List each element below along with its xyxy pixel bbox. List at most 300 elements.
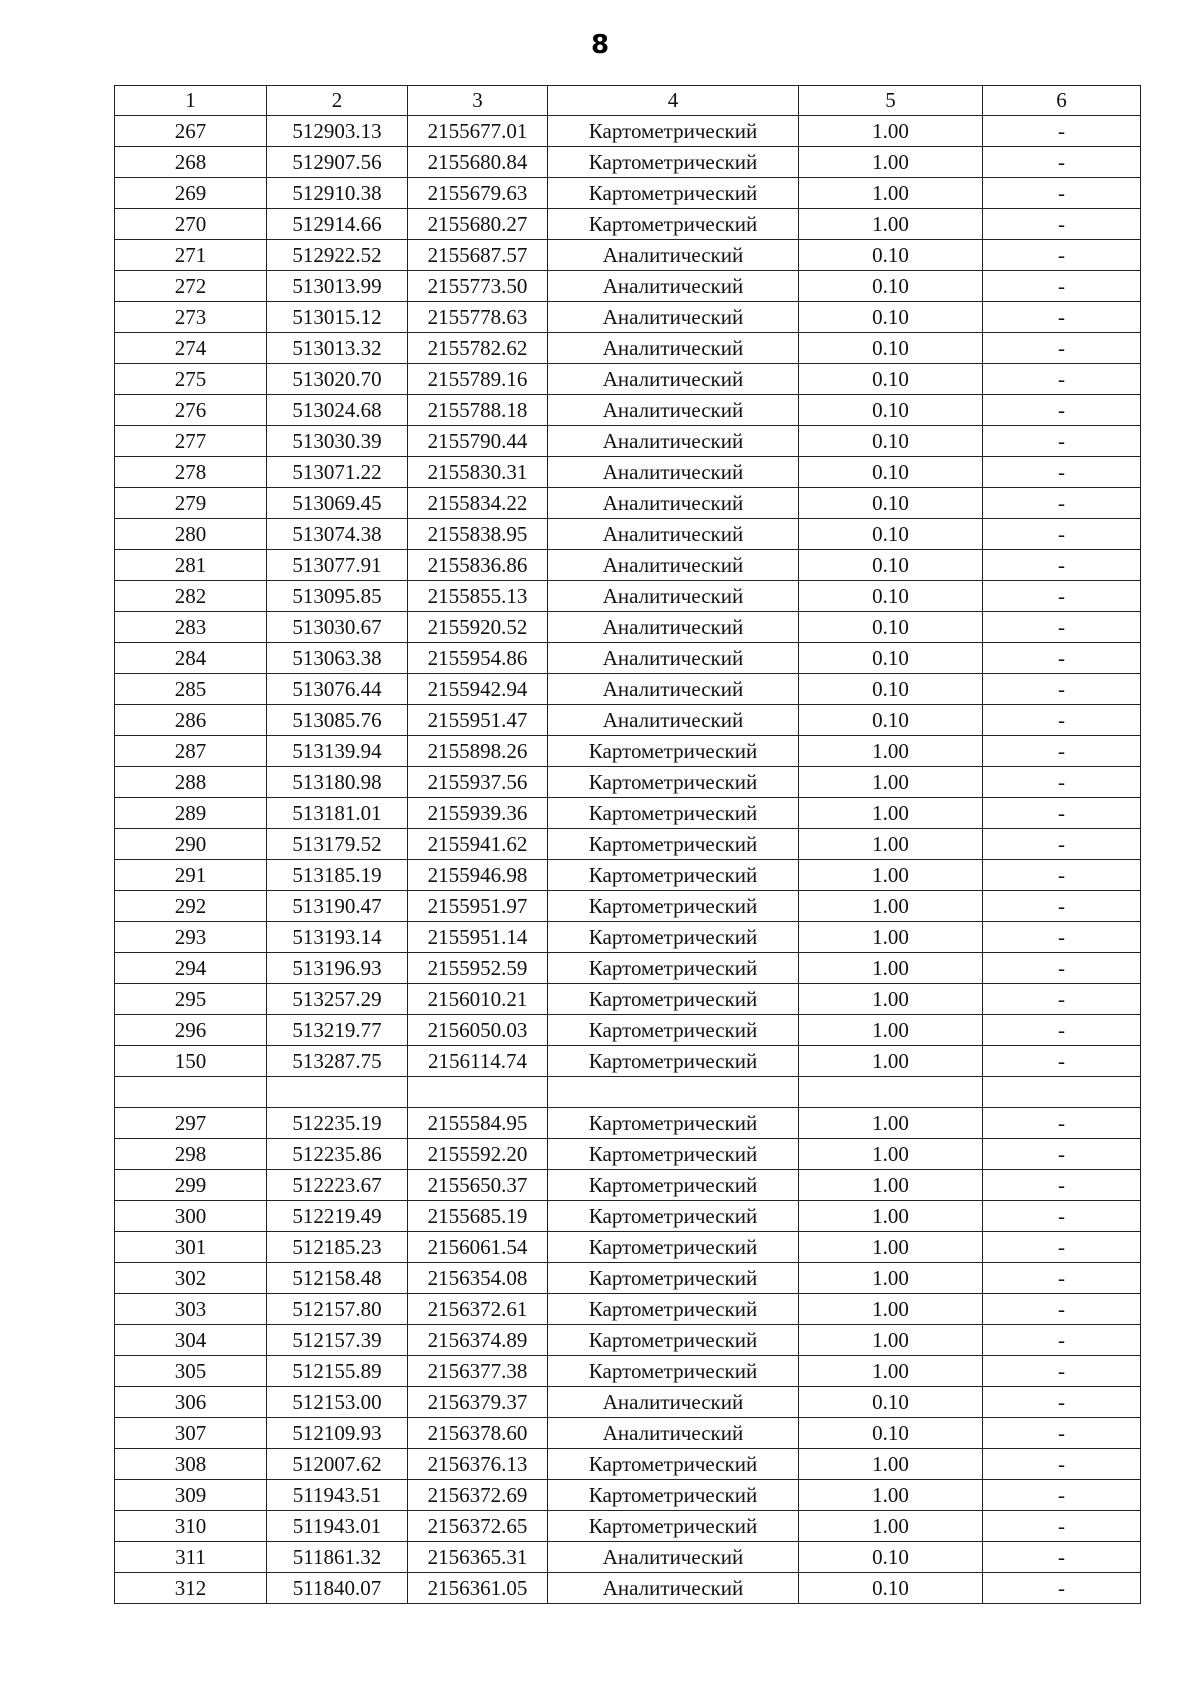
table-cell: Картометрический <box>548 1232 799 1263</box>
table-cell: 512910.38 <box>267 178 408 209</box>
table-cell: 283 <box>115 612 267 643</box>
table-row <box>115 705 1141 736</box>
table-cell: 0.10 <box>799 581 983 612</box>
table-cell: - <box>983 1325 1141 1356</box>
table-cell: 2156114.74 <box>408 1046 548 1077</box>
table-cell: 311 <box>115 1542 267 1573</box>
table-cell: - <box>983 891 1141 922</box>
table-cell: 2155782.62 <box>408 333 548 364</box>
table-cell: Аналитический <box>548 240 799 271</box>
table-cell: 2155592.20 <box>408 1139 548 1170</box>
table-cell: 2155680.27 <box>408 209 548 240</box>
table-cell: Картометрический <box>548 147 799 178</box>
table-cell: 513185.19 <box>267 860 408 891</box>
table-cell: 1.00 <box>799 178 983 209</box>
table-row <box>115 1201 1141 1232</box>
table-cell: 513181.01 <box>267 798 408 829</box>
table-cell: 2156378.60 <box>408 1418 548 1449</box>
table-cell: 513179.52 <box>267 829 408 860</box>
table-cell: - <box>983 1232 1141 1263</box>
header-cell: 1 <box>115 86 267 116</box>
table-row <box>115 860 1141 891</box>
table-cell: Картометрический <box>548 891 799 922</box>
table-cell: 271 <box>115 240 267 271</box>
table-cell: 1.00 <box>799 1480 983 1511</box>
table-header-row <box>115 86 1141 116</box>
table-row <box>115 116 1141 147</box>
table-cell: Аналитический <box>548 581 799 612</box>
table-row <box>115 1170 1141 1201</box>
table-cell: 309 <box>115 1480 267 1511</box>
table-row <box>115 1542 1141 1573</box>
table-cell: 2155946.98 <box>408 860 548 891</box>
table-cell: 513063.38 <box>267 643 408 674</box>
table-cell: 2156376.13 <box>408 1449 548 1480</box>
table-row <box>115 271 1141 302</box>
table-cell: 512153.00 <box>267 1387 408 1418</box>
table-cell: 511943.01 <box>267 1511 408 1542</box>
table-cell: Аналитический <box>548 1418 799 1449</box>
table-cell: 288 <box>115 767 267 798</box>
table-row <box>115 1077 1141 1108</box>
table-row <box>115 1015 1141 1046</box>
table-cell: - <box>983 1139 1141 1170</box>
table-cell: 1.00 <box>799 116 983 147</box>
table-cell: - <box>983 178 1141 209</box>
table-cell: - <box>983 829 1141 860</box>
table-cell: - <box>983 519 1141 550</box>
table-cell: 2155939.36 <box>408 798 548 829</box>
table-cell: 1.00 <box>799 736 983 767</box>
table-cell: Аналитический <box>548 457 799 488</box>
table-cell: Картометрический <box>548 1139 799 1170</box>
table-cell: 1.00 <box>799 829 983 860</box>
table-cell: 2156377.38 <box>408 1356 548 1387</box>
table-cell: 513196.93 <box>267 953 408 984</box>
table-cell: Аналитический <box>548 395 799 426</box>
table-cell: 513024.68 <box>267 395 408 426</box>
table-cell: 1.00 <box>799 1356 983 1387</box>
table-row <box>115 426 1141 457</box>
table-cell: 303 <box>115 1294 267 1325</box>
table-cell: 513219.77 <box>267 1015 408 1046</box>
table-cell: 306 <box>115 1387 267 1418</box>
table-cell: Аналитический <box>548 1573 799 1604</box>
table-cell: 1.00 <box>799 1139 983 1170</box>
table-cell: 512158.48 <box>267 1263 408 1294</box>
table-cell: - <box>983 426 1141 457</box>
table-cell: 276 <box>115 395 267 426</box>
table-cell: - <box>983 674 1141 705</box>
table-cell: Аналитический <box>548 1387 799 1418</box>
table-row <box>115 953 1141 984</box>
table-cell: 0.10 <box>799 457 983 488</box>
table-cell: 304 <box>115 1325 267 1356</box>
table-cell: 1.00 <box>799 1170 983 1201</box>
header-cell: 4 <box>548 86 799 116</box>
table-cell: 300 <box>115 1201 267 1232</box>
table-cell: 308 <box>115 1449 267 1480</box>
table-cell: - <box>983 1511 1141 1542</box>
table-cell: 513030.39 <box>267 426 408 457</box>
table-cell: Картометрический <box>548 1170 799 1201</box>
table-cell: 2156061.54 <box>408 1232 548 1263</box>
table-cell: 1.00 <box>799 1449 983 1480</box>
table-row <box>115 240 1141 271</box>
table-cell: - <box>983 1542 1141 1573</box>
table-cell: 301 <box>115 1232 267 1263</box>
table-cell: 2155941.62 <box>408 829 548 860</box>
table-row <box>115 1449 1141 1480</box>
table-cell: 2155920.52 <box>408 612 548 643</box>
table-row <box>115 488 1141 519</box>
table-cell: 2156365.31 <box>408 1542 548 1573</box>
table-cell: 2155942.94 <box>408 674 548 705</box>
table-cell: - <box>983 798 1141 829</box>
table-cell: 512223.67 <box>267 1170 408 1201</box>
table-cell <box>548 1077 799 1108</box>
table-cell: - <box>983 612 1141 643</box>
table-cell: 2155836.86 <box>408 550 548 581</box>
table-cell: 513069.45 <box>267 488 408 519</box>
table-cell: - <box>983 1449 1141 1480</box>
table-row <box>115 922 1141 953</box>
table-row <box>115 1573 1141 1604</box>
table-row <box>115 333 1141 364</box>
table-cell: 2156050.03 <box>408 1015 548 1046</box>
table-cell: 2155830.31 <box>408 457 548 488</box>
table-cell: 0.10 <box>799 674 983 705</box>
table-cell: 2155650.37 <box>408 1170 548 1201</box>
table-cell: 513013.99 <box>267 271 408 302</box>
table-row <box>115 1511 1141 1542</box>
table-cell: Аналитический <box>548 271 799 302</box>
table-cell: 512155.89 <box>267 1356 408 1387</box>
table-row <box>115 1418 1141 1449</box>
table-cell: 0.10 <box>799 1387 983 1418</box>
table-cell: 279 <box>115 488 267 519</box>
table-cell: 270 <box>115 209 267 240</box>
header-cell: 2 <box>267 86 408 116</box>
table-cell: 293 <box>115 922 267 953</box>
table-cell: 2155951.97 <box>408 891 548 922</box>
table-cell: 292 <box>115 891 267 922</box>
table-cell: 2156372.61 <box>408 1294 548 1325</box>
table-cell: 513071.22 <box>267 457 408 488</box>
table-cell: 0.10 <box>799 302 983 333</box>
table-cell: 2155680.84 <box>408 147 548 178</box>
table-cell: 2155952.59 <box>408 953 548 984</box>
table-row <box>115 1263 1141 1294</box>
table-cell: 150 <box>115 1046 267 1077</box>
table-cell: - <box>983 209 1141 240</box>
table-cell: 512903.13 <box>267 116 408 147</box>
table-cell: - <box>983 364 1141 395</box>
table-cell: 269 <box>115 178 267 209</box>
table-cell: 1.00 <box>799 147 983 178</box>
table-cell: Аналитический <box>548 1542 799 1573</box>
table-cell: Аналитический <box>548 612 799 643</box>
table-cell: 2156010.21 <box>408 984 548 1015</box>
table-cell: 513077.91 <box>267 550 408 581</box>
table-cell: 0.10 <box>799 1418 983 1449</box>
table-row <box>115 984 1141 1015</box>
table-cell: 1.00 <box>799 798 983 829</box>
table-cell: 280 <box>115 519 267 550</box>
table-cell: 513013.32 <box>267 333 408 364</box>
table-cell: 2155773.50 <box>408 271 548 302</box>
table-cell: 0.10 <box>799 1542 983 1573</box>
coordinates-table <box>114 85 1141 1604</box>
table-row <box>115 1325 1141 1356</box>
table-cell: - <box>983 1170 1141 1201</box>
table-cell: 0.10 <box>799 705 983 736</box>
table-cell: - <box>983 1108 1141 1139</box>
table-cell: Картометрический <box>548 1356 799 1387</box>
table-cell: 289 <box>115 798 267 829</box>
table-cell: Картометрический <box>548 798 799 829</box>
table-cell: - <box>983 1201 1141 1232</box>
table-cell: Картометрический <box>548 116 799 147</box>
table-cell: - <box>983 860 1141 891</box>
table-cell: Картометрический <box>548 1046 799 1077</box>
header-cell: 6 <box>983 86 1141 116</box>
table-cell: 513287.75 <box>267 1046 408 1077</box>
table-cell: 2156372.65 <box>408 1511 548 1542</box>
table-cell: Картометрический <box>548 829 799 860</box>
table-cell: 278 <box>115 457 267 488</box>
table-cell <box>408 1077 548 1108</box>
table-row <box>115 767 1141 798</box>
table-cell <box>115 1077 267 1108</box>
table-cell: 2155954.86 <box>408 643 548 674</box>
table-cell: 511861.32 <box>267 1542 408 1573</box>
table-cell: - <box>983 767 1141 798</box>
table-cell: 1.00 <box>799 1294 983 1325</box>
table-cell: 268 <box>115 147 267 178</box>
table-cell: 2155937.56 <box>408 767 548 798</box>
table-cell: - <box>983 1418 1141 1449</box>
table-cell: 512219.49 <box>267 1201 408 1232</box>
table-cell: 2155584.95 <box>408 1108 548 1139</box>
table-row <box>115 643 1141 674</box>
table-cell: 267 <box>115 116 267 147</box>
table-cell: - <box>983 240 1141 271</box>
table-row <box>115 178 1141 209</box>
table-row <box>115 612 1141 643</box>
table-cell: 513030.67 <box>267 612 408 643</box>
table-cell: 513180.98 <box>267 767 408 798</box>
table-cell: 1.00 <box>799 1232 983 1263</box>
table-cell: Картометрический <box>548 1294 799 1325</box>
table-cell: 1.00 <box>799 1046 983 1077</box>
table-cell: 512235.86 <box>267 1139 408 1170</box>
table-cell: 297 <box>115 1108 267 1139</box>
table-cell: Картометрический <box>548 178 799 209</box>
table-cell: - <box>983 147 1141 178</box>
table-cell: 307 <box>115 1418 267 1449</box>
table-cell: 513076.44 <box>267 674 408 705</box>
table-row <box>115 1108 1141 1139</box>
table-cell: 512157.80 <box>267 1294 408 1325</box>
table-cell: 2155687.57 <box>408 240 548 271</box>
table-row <box>115 674 1141 705</box>
table-cell: - <box>983 1573 1141 1604</box>
table-cell: 0.10 <box>799 1573 983 1604</box>
page-number: 8 <box>590 30 610 60</box>
table-cell: Аналитический <box>548 364 799 395</box>
table-cell: 513015.12 <box>267 302 408 333</box>
table-cell: 294 <box>115 953 267 984</box>
table-cell: 513095.85 <box>267 581 408 612</box>
table-cell: - <box>983 581 1141 612</box>
table-cell: 512109.93 <box>267 1418 408 1449</box>
table-cell: 275 <box>115 364 267 395</box>
table-cell: 305 <box>115 1356 267 1387</box>
table-cell: Аналитический <box>548 643 799 674</box>
table-cell: Картометрический <box>548 209 799 240</box>
table-cell: 2155679.63 <box>408 178 548 209</box>
table-cell: 1.00 <box>799 1201 983 1232</box>
table-cell: 1.00 <box>799 891 983 922</box>
table-cell: Аналитический <box>548 550 799 581</box>
table-cell: 2155951.47 <box>408 705 548 736</box>
table-cell: Картометрический <box>548 1325 799 1356</box>
table-cell: Картометрический <box>548 1108 799 1139</box>
table-cell: - <box>983 643 1141 674</box>
table-cell: 295 <box>115 984 267 1015</box>
table-row <box>115 736 1141 767</box>
table-cell: 2155951.14 <box>408 922 548 953</box>
table-cell: 298 <box>115 1139 267 1170</box>
table-cell: 1.00 <box>799 1108 983 1139</box>
table-row <box>115 1294 1141 1325</box>
table-cell: 2155834.22 <box>408 488 548 519</box>
table-cell: - <box>983 395 1141 426</box>
table-cell: 513190.47 <box>267 891 408 922</box>
table-row <box>115 581 1141 612</box>
table-cell: 2155838.95 <box>408 519 548 550</box>
table-cell: - <box>983 271 1141 302</box>
table-row <box>115 891 1141 922</box>
table-cell: - <box>983 984 1141 1015</box>
table-row <box>115 457 1141 488</box>
table-cell: 511943.51 <box>267 1480 408 1511</box>
table-cell: 2156354.08 <box>408 1263 548 1294</box>
table-cell: 312 <box>115 1573 267 1604</box>
table-cell: Аналитический <box>548 488 799 519</box>
table-cell: 1.00 <box>799 922 983 953</box>
table-cell: 2156374.89 <box>408 1325 548 1356</box>
table-cell: 1.00 <box>799 209 983 240</box>
table-cell: - <box>983 1387 1141 1418</box>
table-body <box>115 86 1141 1604</box>
table-cell: - <box>983 550 1141 581</box>
table-cell: 0.10 <box>799 550 983 581</box>
table-cell: 1.00 <box>799 1015 983 1046</box>
table-cell: 0.10 <box>799 426 983 457</box>
table-cell: 513139.94 <box>267 736 408 767</box>
table-row <box>115 1139 1141 1170</box>
table-row <box>115 1480 1141 1511</box>
table-cell: 512157.39 <box>267 1325 408 1356</box>
table-cell: - <box>983 1480 1141 1511</box>
table-cell: Аналитический <box>548 426 799 457</box>
table-cell: Картометрический <box>548 736 799 767</box>
table-cell: Аналитический <box>548 333 799 364</box>
table-cell: 2156379.37 <box>408 1387 548 1418</box>
table-cell: Картометрический <box>548 922 799 953</box>
table-cell: 1.00 <box>799 984 983 1015</box>
table-cell: Аналитический <box>548 302 799 333</box>
table-cell: - <box>983 922 1141 953</box>
table-cell: Картометрический <box>548 1511 799 1542</box>
table-cell: 287 <box>115 736 267 767</box>
table-cell: 2155778.63 <box>408 302 548 333</box>
table-cell: 285 <box>115 674 267 705</box>
table-cell: 1.00 <box>799 953 983 984</box>
table-cell: - <box>983 1046 1141 1077</box>
table-row <box>115 209 1141 240</box>
header-cell: 5 <box>799 86 983 116</box>
table-cell: 512007.62 <box>267 1449 408 1480</box>
table-cell: - <box>983 333 1141 364</box>
table-cell: Картометрический <box>548 953 799 984</box>
table-cell: 512235.19 <box>267 1108 408 1139</box>
table-cell: 2155685.19 <box>408 1201 548 1232</box>
table-cell: 277 <box>115 426 267 457</box>
table-row <box>115 147 1141 178</box>
table-cell: 0.10 <box>799 364 983 395</box>
table-row <box>115 1046 1141 1077</box>
table-cell: - <box>983 488 1141 519</box>
table-cell: - <box>983 1294 1141 1325</box>
table-cell: Картометрический <box>548 1201 799 1232</box>
table-cell: 2156372.69 <box>408 1480 548 1511</box>
table-cell: 2155789.16 <box>408 364 548 395</box>
header-cell: 3 <box>408 86 548 116</box>
table-cell: 310 <box>115 1511 267 1542</box>
table-cell: Картометрический <box>548 984 799 1015</box>
table-row <box>115 519 1141 550</box>
table-cell <box>267 1077 408 1108</box>
table-cell <box>983 1077 1141 1108</box>
table-cell: 286 <box>115 705 267 736</box>
table-cell: 2155788.18 <box>408 395 548 426</box>
table-cell <box>799 1077 983 1108</box>
table-cell: 0.10 <box>799 395 983 426</box>
table-cell: - <box>983 116 1141 147</box>
table-cell: 513193.14 <box>267 922 408 953</box>
table-cell: - <box>983 302 1141 333</box>
table-cell: 291 <box>115 860 267 891</box>
table-row <box>115 1387 1141 1418</box>
table-row <box>115 829 1141 860</box>
table-row <box>115 395 1141 426</box>
table-cell: 1.00 <box>799 1325 983 1356</box>
table-cell: 0.10 <box>799 488 983 519</box>
table-cell: 281 <box>115 550 267 581</box>
table-cell: 0.10 <box>799 643 983 674</box>
table-cell: 513020.70 <box>267 364 408 395</box>
table-cell: 513085.76 <box>267 705 408 736</box>
table-cell: 2155898.26 <box>408 736 548 767</box>
table-cell: - <box>983 705 1141 736</box>
table-cell: 512907.56 <box>267 147 408 178</box>
table-cell: 1.00 <box>799 860 983 891</box>
table-cell: 272 <box>115 271 267 302</box>
table-cell: 2156361.05 <box>408 1573 548 1604</box>
